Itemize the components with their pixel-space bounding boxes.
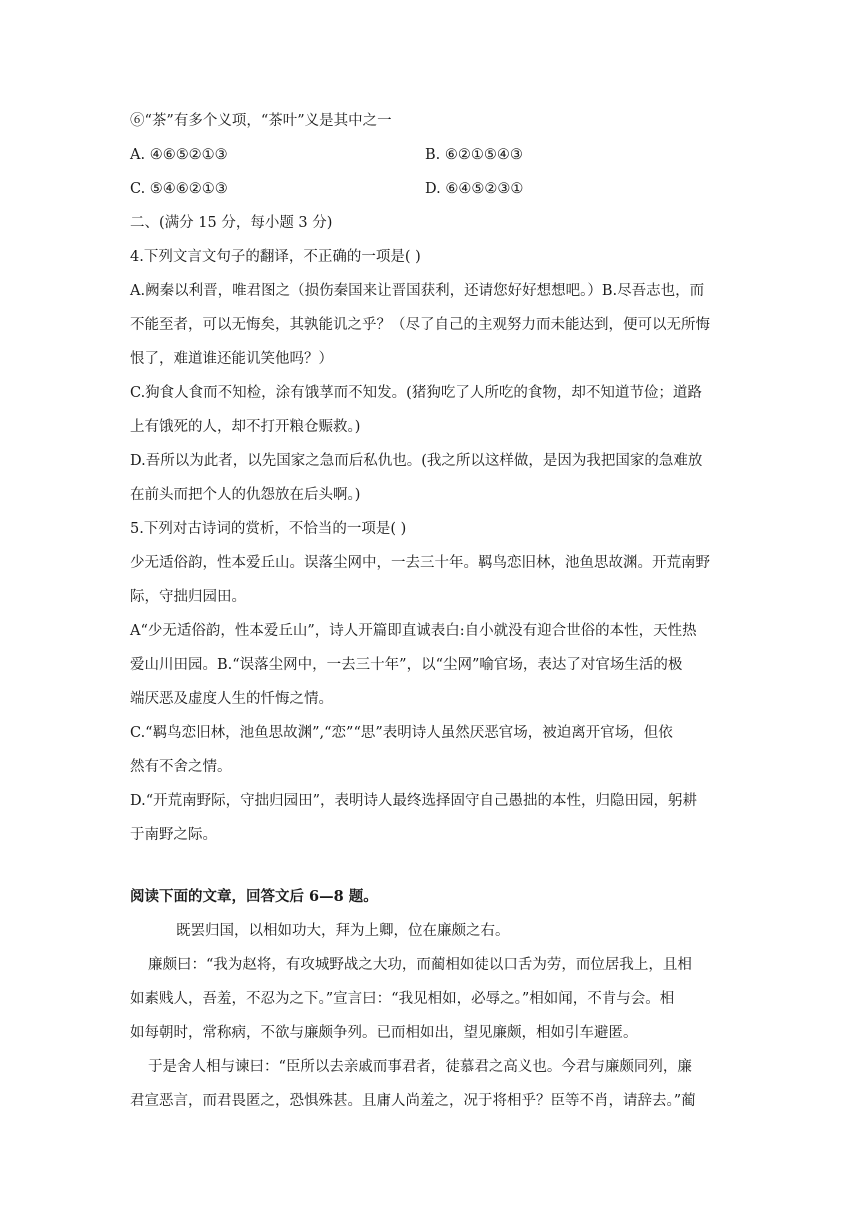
q5-line: D.“开荒南野际，守拙归园田”，表明诗人最终选择固守自己愚拙的本性，归隐田园，躬耕 (130, 793, 698, 809)
option-a: A. ④⑥⑤②①③ (130, 147, 228, 163)
option-row-ab (130, 138, 730, 172)
q4-line: C.狗食人食而不知检，涂有饿莩而不知发。(猪狗吃了人所吃的食物，却不知道节俭；道路 (130, 385, 702, 401)
question-5-stem: 5.下列对古诗词的赏析，不恰当的一项是( ) (130, 521, 407, 537)
reading-para-1: 既罢归国，以相如功大，拜为上卿，位在廉颇之右。 (176, 923, 510, 939)
q4-line: D.吾所以为此者，以先国家之急而后私仇也。(我之所以这样做，是因为我把国家的急难放 (130, 453, 703, 469)
q5-line: 然有不舍之情。 (130, 759, 232, 775)
q4-line: 在前头而把个人的仇怨放在后头啊。) (130, 487, 361, 503)
q4-line: A.阙秦以利晋，唯君图之（损伤秦国来让晋国获利，还请您好好想想吧。）B.尽吾志也，而 (130, 283, 705, 299)
q4-line: 上有饿死的人，却不打开粮仓赈救。) (130, 419, 361, 435)
poem-line: 际，守拙归园田。 (130, 589, 246, 605)
reading-heading: 阅读下面的文章，回答文后 6—8 题。 (130, 888, 378, 905)
option-row-cd (130, 172, 730, 206)
poem-line: 少无适俗韵，性本爱丘山。误落尘网中，一去三十年。羁鸟恋旧林，池鱼思故渊。开荒南野 (130, 555, 710, 571)
reading-para-2-line: 如每朝时，常称病，不欲与廉颇争列。已而相如出，望见廉颇，相如引车避匿。 (130, 1025, 638, 1041)
reading-section (130, 880, 730, 1118)
item-6: ⑥“茶”有多个义项，“茶叶”义是其中之一 (130, 113, 392, 129)
question-4-stem: 4.下列文言文句子的翻译，不正确的一项是( ) (130, 249, 421, 265)
section-2-heading: 二、(满分 15 分，每小题 3 分) (130, 215, 333, 231)
q5-line: 爱山川田园。B.“误落尘网中，一去三十年”，以“尘网”喻官场，表达了对官场生活的极 (130, 657, 683, 673)
question-3-tail (130, 104, 730, 206)
q5-line: 于南野之际。 (130, 827, 217, 843)
q5-line: 端厌恶及虚度人生的忏悔之情。 (130, 691, 333, 707)
reading-para-2-line: 廉颇曰：“我为赵将，有攻城野战之大功，而蔺相如徒以口舌为劳，而位居我上，且相 (148, 957, 692, 973)
section-2 (130, 206, 730, 852)
q5-line: C.“羁鸟恋旧林，池鱼思故渊”,“恋”“思”表明诗人虽然厌恶官场，被迫离开官场，但依 (130, 725, 673, 741)
reading-para-2-line: 如素贱人，吾羞，不忍为之下。”宣言曰：“我见相如，必辱之。”相如闻，不肯与会。相 (130, 991, 675, 1007)
option-b: B. ⑥②①⑤④③ (425, 147, 523, 163)
reading-para-3-line: 于是舍人相与谏曰：“臣所以去亲戚而事君者，徒慕君之高义也。今君与廉颇同列，廉 (148, 1059, 692, 1075)
q4-line: 恨了，难道谁还能讥笑他吗？） (130, 351, 333, 367)
option-d: D. ⑥④⑤②③① (425, 181, 524, 197)
q4-line: 不能至者，可以无悔矣，其孰能讥之乎？（尽了自己的主观努力而未能达到，便可以无所悔 (130, 317, 710, 333)
q5-line: A“少无适俗韵，性本爱丘山”，诗人开篇即直诚表白:自小就没有迎合世俗的本性，天性热 (130, 623, 697, 639)
reading-para-3-line: 君宣恶言，而君畏匿之，恐惧殊甚。且庸人尚羞之，况于将相乎？臣等不肖，请辞去。”蔺 (130, 1093, 696, 1109)
option-c: C. ⑤④⑥②①③ (130, 181, 228, 197)
